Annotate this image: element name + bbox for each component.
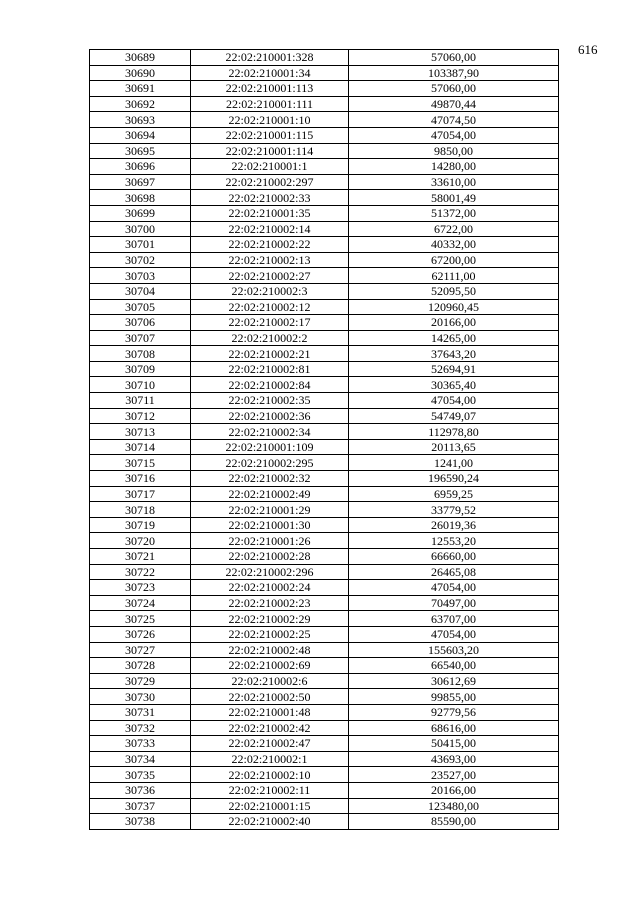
cadastral-number-cell: 22:02:210002:36 bbox=[191, 408, 349, 424]
table-row bbox=[90, 611, 559, 627]
record-number-cell: 30694 bbox=[90, 127, 191, 143]
cadastral-number-cell: 22:02:210002:22 bbox=[191, 237, 349, 253]
table-row bbox=[90, 65, 559, 81]
table-row bbox=[90, 580, 559, 596]
cadastral-number-cell: 22:02:210002:297 bbox=[191, 174, 349, 190]
record-number-cell: 30705 bbox=[90, 299, 191, 315]
value-cell: 57060,00 bbox=[349, 81, 559, 97]
value-cell: 196590,24 bbox=[349, 471, 559, 487]
cadastral-number-cell: 22:02:210002:32 bbox=[191, 471, 349, 487]
cadastral-number-cell: 22:02:210002:11 bbox=[191, 782, 349, 798]
table-row bbox=[90, 626, 559, 642]
table-row bbox=[90, 112, 559, 128]
cadastral-number-cell: 22:02:210002:21 bbox=[191, 346, 349, 362]
record-number-cell: 30719 bbox=[90, 517, 191, 533]
value-cell: 26465,08 bbox=[349, 564, 559, 580]
record-number-cell: 30717 bbox=[90, 486, 191, 502]
record-number-cell: 30701 bbox=[90, 237, 191, 253]
record-number-cell: 30712 bbox=[90, 408, 191, 424]
record-number-cell: 30697 bbox=[90, 174, 191, 190]
value-cell: 43693,00 bbox=[349, 751, 559, 767]
table-row bbox=[90, 81, 559, 97]
cadastral-number-cell: 22:02:210001:10 bbox=[191, 112, 349, 128]
record-number-cell: 30690 bbox=[90, 65, 191, 81]
record-number-cell: 30729 bbox=[90, 673, 191, 689]
cadastral-number-cell: 22:02:210002:1 bbox=[191, 751, 349, 767]
cadastral-number-cell: 22:02:210002:49 bbox=[191, 486, 349, 502]
cadastral-number-cell: 22:02:210001:109 bbox=[191, 439, 349, 455]
value-cell: 20113,65 bbox=[349, 439, 559, 455]
value-cell: 30612,69 bbox=[349, 673, 559, 689]
value-cell: 62111,00 bbox=[349, 268, 559, 284]
value-cell: 47054,00 bbox=[349, 580, 559, 596]
cadastral-number-cell: 22:02:210002:48 bbox=[191, 642, 349, 658]
record-number-cell: 30711 bbox=[90, 393, 191, 409]
record-number-cell: 30731 bbox=[90, 704, 191, 720]
table-row bbox=[90, 205, 559, 221]
cadastral-number-cell: 22:02:210002:84 bbox=[191, 377, 349, 393]
table-row bbox=[90, 237, 559, 253]
value-cell: 52694,91 bbox=[349, 361, 559, 377]
record-number-cell: 30713 bbox=[90, 424, 191, 440]
record-number-cell: 30716 bbox=[90, 471, 191, 487]
record-number-cell: 30732 bbox=[90, 720, 191, 736]
record-number-cell: 30703 bbox=[90, 268, 191, 284]
cadastral-number-cell: 22:02:210002:29 bbox=[191, 611, 349, 627]
table-row bbox=[90, 174, 559, 190]
table-row bbox=[90, 549, 559, 565]
record-number-cell: 30715 bbox=[90, 455, 191, 471]
table-row bbox=[90, 377, 559, 393]
record-number-cell: 30724 bbox=[90, 595, 191, 611]
record-number-cell: 30722 bbox=[90, 564, 191, 580]
record-number-cell: 30708 bbox=[90, 346, 191, 362]
table-row bbox=[90, 96, 559, 112]
cadastral-number-cell: 22:02:210002:34 bbox=[191, 424, 349, 440]
value-cell: 47054,00 bbox=[349, 626, 559, 642]
cadastral-number-cell: 22:02:210002:28 bbox=[191, 549, 349, 565]
table-row bbox=[90, 658, 559, 674]
cadastral-number-cell: 22:02:210001:30 bbox=[191, 517, 349, 533]
table-row bbox=[90, 642, 559, 658]
value-cell: 63707,00 bbox=[349, 611, 559, 627]
record-number-cell: 30691 bbox=[90, 81, 191, 97]
value-cell: 47074,50 bbox=[349, 112, 559, 128]
record-number-cell: 30718 bbox=[90, 502, 191, 518]
value-cell: 49870,44 bbox=[349, 96, 559, 112]
value-cell: 9850,00 bbox=[349, 143, 559, 159]
cadastral-number-cell: 22:02:210002:24 bbox=[191, 580, 349, 596]
record-number-cell: 30733 bbox=[90, 736, 191, 752]
table-row bbox=[90, 533, 559, 549]
value-cell: 33610,00 bbox=[349, 174, 559, 190]
value-cell: 6722,00 bbox=[349, 221, 559, 237]
record-number-cell: 30689 bbox=[90, 50, 191, 66]
value-cell: 67200,00 bbox=[349, 252, 559, 268]
table-row bbox=[90, 798, 559, 814]
record-number-cell: 30736 bbox=[90, 782, 191, 798]
value-cell: 1241,00 bbox=[349, 455, 559, 471]
cadastral-number-cell: 22:02:210002:40 bbox=[191, 814, 349, 830]
record-number-cell: 30695 bbox=[90, 143, 191, 159]
value-cell: 85590,00 bbox=[349, 814, 559, 830]
value-cell: 33779,52 bbox=[349, 502, 559, 518]
value-cell: 14265,00 bbox=[349, 330, 559, 346]
value-cell: 23527,00 bbox=[349, 767, 559, 783]
value-cell: 123480,00 bbox=[349, 798, 559, 814]
table-row bbox=[90, 486, 559, 502]
table-row bbox=[90, 143, 559, 159]
cadastral-number-cell: 22:02:210002:3 bbox=[191, 283, 349, 299]
table-row bbox=[90, 268, 559, 284]
value-cell: 12553,20 bbox=[349, 533, 559, 549]
cadastral-number-cell: 22:02:210002:42 bbox=[191, 720, 349, 736]
value-cell: 66660,00 bbox=[349, 549, 559, 565]
cadastral-number-cell: 22:02:210002:47 bbox=[191, 736, 349, 752]
value-cell: 30365,40 bbox=[349, 377, 559, 393]
value-cell: 26019,36 bbox=[349, 517, 559, 533]
value-cell: 99855,00 bbox=[349, 689, 559, 705]
value-cell: 92779,56 bbox=[349, 704, 559, 720]
record-number-cell: 30728 bbox=[90, 658, 191, 674]
cadastral-number-cell: 22:02:210002:12 bbox=[191, 299, 349, 315]
table-row bbox=[90, 221, 559, 237]
table-row bbox=[90, 455, 559, 471]
cadastral-number-cell: 22:02:210001:111 bbox=[191, 96, 349, 112]
cadastral-number-cell: 22:02:210001:35 bbox=[191, 205, 349, 221]
record-number-cell: 30723 bbox=[90, 580, 191, 596]
value-cell: 20166,00 bbox=[349, 315, 559, 331]
cadastral-number-cell: 22:02:210002:35 bbox=[191, 393, 349, 409]
record-number-cell: 30692 bbox=[90, 96, 191, 112]
value-cell: 50415,00 bbox=[349, 736, 559, 752]
record-number-cell: 30706 bbox=[90, 315, 191, 331]
table-row bbox=[90, 689, 559, 705]
value-cell: 112978,80 bbox=[349, 424, 559, 440]
cadastral-number-cell: 22:02:210002:27 bbox=[191, 268, 349, 284]
table-row bbox=[90, 159, 559, 175]
record-number-cell: 30738 bbox=[90, 814, 191, 830]
record-number-cell: 30693 bbox=[90, 112, 191, 128]
table-row bbox=[90, 704, 559, 720]
record-number-cell: 30726 bbox=[90, 626, 191, 642]
cadastral-number-cell: 22:02:210002:2 bbox=[191, 330, 349, 346]
cadastral-number-cell: 22:02:210002:50 bbox=[191, 689, 349, 705]
cadastral-number-cell: 22:02:210002:10 bbox=[191, 767, 349, 783]
cadastral-number-cell: 22:02:210002:17 bbox=[191, 315, 349, 331]
cadastral-number-cell: 22:02:210002:33 bbox=[191, 190, 349, 206]
record-number-cell: 30727 bbox=[90, 642, 191, 658]
table-row bbox=[90, 315, 559, 331]
cadastral-number-cell: 22:02:210002:6 bbox=[191, 673, 349, 689]
record-number-cell: 30698 bbox=[90, 190, 191, 206]
table-row bbox=[90, 782, 559, 798]
table-row bbox=[90, 751, 559, 767]
record-number-cell: 30699 bbox=[90, 205, 191, 221]
cadastral-number-cell: 22:02:210002:296 bbox=[191, 564, 349, 580]
table-row bbox=[90, 299, 559, 315]
record-number-cell: 30702 bbox=[90, 252, 191, 268]
cadastral-number-cell: 22:02:210002:14 bbox=[191, 221, 349, 237]
cadastral-number-cell: 22:02:210001:15 bbox=[191, 798, 349, 814]
record-number-cell: 30704 bbox=[90, 283, 191, 299]
table-row bbox=[90, 720, 559, 736]
cadastral-number-cell: 22:02:210001:114 bbox=[191, 143, 349, 159]
record-number-cell: 30721 bbox=[90, 549, 191, 565]
value-cell: 57060,00 bbox=[349, 50, 559, 66]
record-number-cell: 30700 bbox=[90, 221, 191, 237]
value-cell: 120960,45 bbox=[349, 299, 559, 315]
table-row bbox=[90, 393, 559, 409]
registry-table bbox=[89, 49, 559, 830]
cadastral-number-cell: 22:02:210001:48 bbox=[191, 704, 349, 720]
cadastral-number-cell: 22:02:210001:29 bbox=[191, 502, 349, 518]
table-row bbox=[90, 673, 559, 689]
cadastral-number-cell: 22:02:210001:1 bbox=[191, 159, 349, 175]
record-number-cell: 30725 bbox=[90, 611, 191, 627]
cadastral-number-cell: 22:02:210002:81 bbox=[191, 361, 349, 377]
table-row bbox=[90, 814, 559, 830]
table-row bbox=[90, 252, 559, 268]
table-row bbox=[90, 736, 559, 752]
cadastral-number-cell: 22:02:210002:69 bbox=[191, 658, 349, 674]
value-cell: 37643,20 bbox=[349, 346, 559, 362]
value-cell: 52095,50 bbox=[349, 283, 559, 299]
value-cell: 66540,00 bbox=[349, 658, 559, 674]
table-row bbox=[90, 517, 559, 533]
record-number-cell: 30710 bbox=[90, 377, 191, 393]
value-cell: 47054,00 bbox=[349, 393, 559, 409]
table-row bbox=[90, 361, 559, 377]
table-row bbox=[90, 330, 559, 346]
table-row bbox=[90, 595, 559, 611]
cadastral-number-cell: 22:02:210001:115 bbox=[191, 127, 349, 143]
record-number-cell: 30709 bbox=[90, 361, 191, 377]
cadastral-number-cell: 22:02:210001:34 bbox=[191, 65, 349, 81]
table-row bbox=[90, 408, 559, 424]
table-row bbox=[90, 564, 559, 580]
registry-table-body bbox=[90, 50, 559, 830]
record-number-cell: 30696 bbox=[90, 159, 191, 175]
cadastral-number-cell: 22:02:210002:25 bbox=[191, 626, 349, 642]
table-row bbox=[90, 50, 559, 66]
table-row bbox=[90, 283, 559, 299]
cadastral-number-cell: 22:02:210002:13 bbox=[191, 252, 349, 268]
value-cell: 14280,00 bbox=[349, 159, 559, 175]
page-number: 616 bbox=[578, 42, 598, 57]
value-cell: 68616,00 bbox=[349, 720, 559, 736]
value-cell: 70497,00 bbox=[349, 595, 559, 611]
table-row bbox=[90, 502, 559, 518]
value-cell: 20166,00 bbox=[349, 782, 559, 798]
record-number-cell: 30714 bbox=[90, 439, 191, 455]
table-row bbox=[90, 346, 559, 362]
table-row bbox=[90, 767, 559, 783]
cadastral-number-cell: 22:02:210001:328 bbox=[191, 50, 349, 66]
value-cell: 6959,25 bbox=[349, 486, 559, 502]
record-number-cell: 30707 bbox=[90, 330, 191, 346]
value-cell: 54749,07 bbox=[349, 408, 559, 424]
value-cell: 155603,20 bbox=[349, 642, 559, 658]
table-row bbox=[90, 439, 559, 455]
value-cell: 51372,00 bbox=[349, 205, 559, 221]
value-cell: 103387,90 bbox=[349, 65, 559, 81]
table-row bbox=[90, 127, 559, 143]
value-cell: 40332,00 bbox=[349, 237, 559, 253]
table-row bbox=[90, 424, 559, 440]
cadastral-number-cell: 22:02:210002:295 bbox=[191, 455, 349, 471]
cadastral-number-cell: 22:02:210002:23 bbox=[191, 595, 349, 611]
table-row bbox=[90, 190, 559, 206]
value-cell: 47054,00 bbox=[349, 127, 559, 143]
record-number-cell: 30734 bbox=[90, 751, 191, 767]
record-number-cell: 30730 bbox=[90, 689, 191, 705]
value-cell: 58001,49 bbox=[349, 190, 559, 206]
record-number-cell: 30720 bbox=[90, 533, 191, 549]
cadastral-number-cell: 22:02:210001:26 bbox=[191, 533, 349, 549]
cadastral-number-cell: 22:02:210001:113 bbox=[191, 81, 349, 97]
record-number-cell: 30737 bbox=[90, 798, 191, 814]
table-row bbox=[90, 471, 559, 487]
record-number-cell: 30735 bbox=[90, 767, 191, 783]
